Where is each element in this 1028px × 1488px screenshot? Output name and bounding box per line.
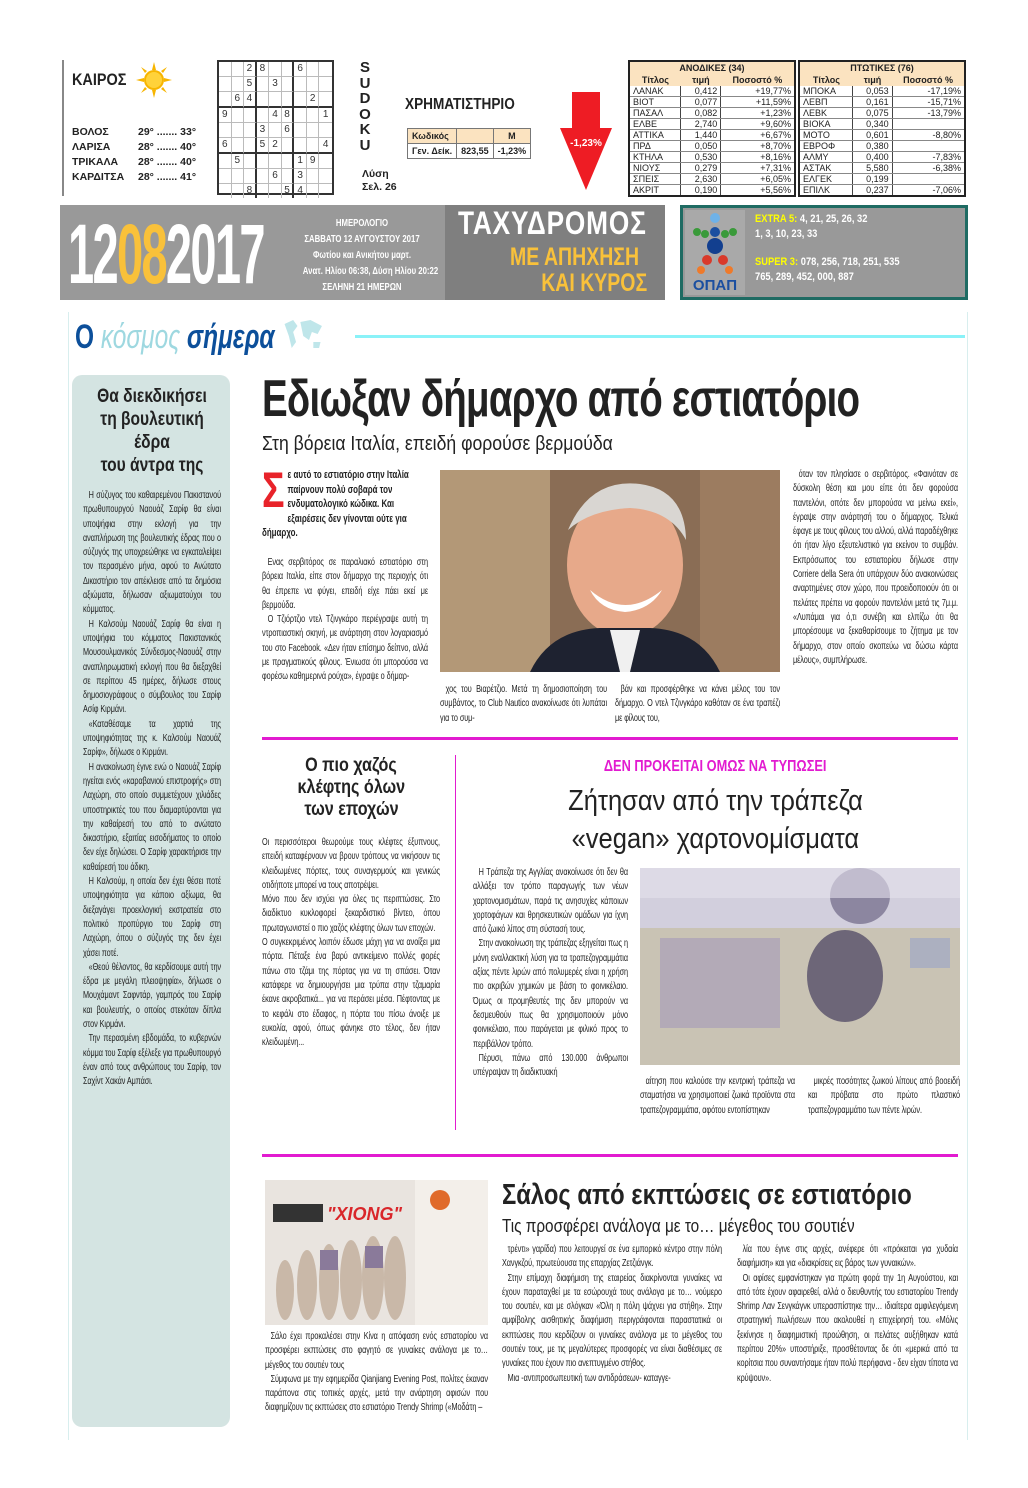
table-cell: ΠΡΔ: [629, 141, 681, 152]
sudoku-cell: [257, 108, 270, 123]
sudoku-cell: [294, 138, 307, 154]
banknote-photo: [640, 868, 960, 1065]
table-cell: -7,83%: [892, 152, 965, 163]
sidebar-body: [83, 489, 221, 1089]
table-row: [799, 163, 965, 174]
sudoku-cell: 8: [244, 184, 257, 198]
sudoku-cell: 9: [307, 154, 320, 169]
table-cell: ΑΚΡΙΤ: [629, 185, 681, 197]
column-header: Τίτλος: [799, 74, 853, 86]
newspaper-brand: ΤΑΧΥΔΡΟΜΟΣ: [458, 205, 647, 241]
table-cell: 0,053: [853, 86, 892, 97]
sudoku-cell: [282, 92, 295, 108]
table-cell: ΛΕΒΠ: [799, 97, 853, 108]
paragraph: Ενας σερβιτόρος σε παραλιακό εστιατόριο στη βόρεια Ιταλία, είπε στον δήμαρχο της περιοχής ότι θα έπρεπε να φύγει, επειδή είχε πάει εκεί με βερμούδα.: [262, 557, 428, 611]
paragraph: Οι περισσότεροι θεωρούμε τους κλέφτες έξυπνους, επειδή καταφέρνουν να βρουν τρόπους να νικήσουν τις κλειδωμένες πόρτες, τους συναγερμούς και γενικώς οτιδήποτε μπορεί να τους αποτρέψει.: [262, 837, 440, 891]
sudoku-cell: 5: [232, 154, 245, 169]
sudoku-cell: [269, 123, 282, 138]
table-cell: -8,80%: [892, 130, 965, 141]
table-row: [799, 86, 965, 97]
sudoku-cell: 6: [294, 62, 307, 77]
calendar-info: ΗΜΕΡΟΛΟΓΙΟ ΣΑΒΒΑΤΟ 12 ΑΥΓΟΥΣΤΟΥ 2017 Φωτίου και Ανικήτου μαρτ. Ανατ. Ηλίου 06:38, Δύση Ηλίου 20:22 ΣΕΛΗΝΗ 21 ΗΜΕΡΩΝ: [302, 217, 439, 293]
table-row: [799, 174, 965, 185]
sudoku-cell: [244, 138, 257, 154]
paragraph: Πέρυσι, πάνω από 130.000 άνθρωποι υπέγραψαν τη διαδικτυακή: [473, 1052, 628, 1079]
lottery-results: EXTRA 5: 4, 21, 25, 26, 32 1, 3, 10, 23, 33 SUPER 3: 078, 256, 718, 251, 535 765, 289, 452, 000, 887: [755, 213, 900, 283]
sudoku-cell: [257, 154, 270, 169]
main-lead: Σε αυτό το εστιατόριο στην Ιταλία παίρνουν πολύ σοβαρά τον ενδυματολογικό κώδικα. Και εξαιρέσεις δεν γίνονται ούτε για δήμαρχο.: [262, 462, 409, 540]
table-cell: 0,530: [681, 152, 721, 163]
sudoku-cell: [307, 62, 320, 77]
table-row: [629, 141, 795, 152]
table-row: [629, 174, 795, 185]
table-row: [799, 119, 965, 130]
sudoku-cell: [219, 169, 232, 184]
sudoku-cell: [307, 123, 320, 138]
table-row: [799, 130, 965, 141]
table-cell: +8,70%: [721, 141, 795, 152]
restaurant-poster-photo: [265, 1180, 488, 1325]
table-cell: ΑΣΤΑΚ: [799, 163, 853, 174]
column-header: Ποσοστό %: [721, 74, 795, 86]
table-cell: +6,05%: [721, 174, 795, 185]
sudoku-cell: 1: [319, 108, 332, 123]
table-title: ΑΝΟΔΙΚΕΣ (34): [629, 61, 795, 74]
table-row: [629, 163, 795, 174]
column-header: Τίτλος: [629, 74, 681, 86]
sudoku-cell: [232, 77, 245, 92]
world-map-icon: [281, 318, 324, 352]
table-cell: 5,580: [853, 163, 892, 174]
sudoku-cell: [269, 92, 282, 108]
table-row: [629, 119, 795, 130]
sudoku-cell: [219, 92, 232, 108]
paragraph: «Καταθέσαμε τα χαρτιά της υποψηφιότητας της κ. Καλσούμ Ναουάζ Σαρίφ», δήλωσε ο Κιρμάνι.: [83, 718, 221, 759]
table-cell: +1,23%: [721, 108, 795, 119]
sudoku-cell: [244, 154, 257, 169]
paragraph: τρέντι» γαρίδα) που λειτουργεί σε ένα εμπορικό κέντρο στην πόλη Χανγκζού, πρωτεύουσα της επαρχίας Ζετζιάνγκ.: [502, 1244, 722, 1270]
table-cell: 0,237: [853, 185, 892, 197]
table-cell: 0,199: [853, 174, 892, 185]
main-col-4: [793, 468, 958, 668]
table-row: [629, 152, 795, 163]
sudoku-label: S U D O K U: [359, 59, 371, 154]
svg-text:"XIONG": "XIONG": [327, 1204, 403, 1224]
paragraph: Η Καλσούμ, η οποία δεν έχει θέσει ποτέ υποψηφιότητα για κάποιο αξίωμα, θα διεξαγάγει προεκλογική εκστρατεία στο πολιτικό προπύργιο του Σαρίφ στη Λαχώρη, όπου ο σύζυγός της δεν έχει χάσει ποτέ.: [83, 876, 221, 959]
table-cell: 2,740: [681, 119, 721, 130]
sudoku-cell: [282, 169, 295, 184]
table-cell: +19,77%: [721, 86, 795, 97]
table-cell: 0,601: [853, 130, 892, 141]
table-cell: -15,71%: [892, 97, 965, 108]
sudoku-cell: [219, 154, 232, 169]
sudoku-cell: 1: [294, 154, 307, 169]
table-cell: ΕΛΓΕΚ: [799, 174, 853, 185]
paragraph: Μια -αντιπροσωπευτική των αντιδράσεων- καταγγε-: [507, 1372, 671, 1384]
vegan-col-2: [640, 1075, 795, 1118]
sudoku-cell: [232, 108, 245, 123]
paragraph: Την περασμένη εβδομάδα, το κυβερνών κόμμα του Σαρίφ εξέλεξε για πρωθυπουργό έναν από τους ανθρώπους του Σαρίφ, τον Σαχίντ Χακάν Αμπάσι.: [83, 1033, 221, 1088]
table-cell: ΕΛΒΕ: [629, 119, 681, 130]
sudoku-cell: [319, 77, 332, 92]
left-frame-rule: [68, 312, 69, 1440]
table-cell: 2,630: [681, 174, 721, 185]
sudoku-cell: [219, 62, 232, 77]
paragraph: Η Καλσούμ Ναουάζ Σαρίφ θα είναι η υποψήφια του κόμματος Πακιστανικός Μουσουλμανικός Σύνδεσμος-Ναουάζ στην αναπληρωματική εκλογή που θα διεξαχθεί σε περίπου 45 ημέρες, δήλωσε στους δημοσιογράφους ο σύμβουλος του Σαρίφ Ασίφ Κιρμάνι.: [83, 618, 221, 716]
table-row: [629, 97, 795, 108]
table-cell: ΛΕΒΚ: [799, 108, 853, 119]
table-cell: +7,31%: [721, 163, 795, 174]
sudoku-cell: [294, 123, 307, 138]
paragraph: μικρές ποσότητες ζωικού λίπους από βοοειδή και πρόβατα στο πρώτο πλαστικό τραπεζογραμμάτιο των πέντε λιρών.: [808, 1076, 960, 1116]
table-cell: [892, 174, 965, 185]
paragraph: Η Τράπεζα της Αγγλίας ανακοίνωσε ότι δεν θα αλλάξει τον τρόπο παραγωγής των νέων χαρτονομισμάτων, παρά τις ανησυχίες κάποιων χορτοφάγων και θρησκευτικών ομάδων για ίχνη από ζωικό λίπος στη σύστασή τους.: [473, 867, 628, 936]
table-row: [629, 86, 795, 97]
weather-row-larisa: ΛΑΡΙΣΑ 28° ....... 40°: [72, 141, 197, 153]
mayor-photo: [440, 470, 780, 672]
section-divider: [262, 1154, 958, 1157]
sudoku-cell: 2: [269, 138, 282, 154]
dropcap: Σ: [262, 462, 285, 518]
table-cell: 0,082: [681, 108, 721, 119]
table-cell: 0,075: [853, 108, 892, 119]
table-cell: ΕΒΡΟΦ: [799, 141, 853, 152]
table-cell: ΑΤΤΙΚΑ: [629, 130, 681, 141]
vegan-col-1: [473, 866, 628, 1080]
sudoku-cell: 5: [257, 138, 270, 154]
sudoku-cell: 2: [244, 62, 257, 77]
table-row: [799, 141, 965, 152]
table-cell: ΣΠΕΙΣ: [629, 174, 681, 185]
sudoku-cell: [294, 108, 307, 123]
sidebar-title: Θα διεκδικήσει τη βουλευτική έδρα του άντρα της: [97, 386, 207, 476]
table-cell: ΠΑΣΑΛ: [629, 108, 681, 119]
sudoku-cell: [219, 77, 232, 92]
section-logo: Ο κόσμος σήμερα: [75, 318, 325, 357]
sudoku-cell: 3: [294, 169, 307, 184]
table-cell: [892, 119, 965, 130]
main-col-3: [615, 683, 780, 726]
paragraph: Ο Τζιόρτζιο ντελ Τζινγκάρο περιέγραψε αυτή τη ντροπιαστική σκηνή, με ανάρτηση στον λογαριασμό του στο Facebook. «Δεν ήταν επίσημο δείπνο, αλλά με πραγματικούς φίλους. Ένιωσα ότι μπορούσα να φορέσω καθημερινά ρούχα», έγραψε ο δήμαρ-: [262, 614, 428, 683]
salos-col-1: [502, 1243, 722, 1386]
table-cell: -13,79%: [892, 108, 965, 119]
table-cell: 0,190: [681, 185, 721, 197]
table-cell: ΒΙΟΤ: [629, 97, 681, 108]
paragraph: «Θεού θέλοντος, θα κερδίσουμε αυτή την έδρα με μεγάλη πλειοψηφία», δήλωσε ο Μουχάμαντ Σαφντάρ, γαμπρός του Σαρίφ και βουλευτής, ο οποίος στεκόταν δίπλα στον Κιρμάνι.: [83, 961, 221, 1030]
paragraph: λία που έγινε στις αρχές, ανέφερε ότι «πρόκειται για χυδαία διαφήμιση» και για «διακρίσεις εις βάρος των γυναικών».: [737, 1244, 959, 1270]
paragraph: Μόνο που δεν ισχύει για όλες τις περιπτώσεις. Στο διαδίκτυο κυκλοφορεί ξεκαρδιστικό βίντεο, όπου πρωταγωνιστεί ο πιο χαζός κλέφτης όλων των εποχών.: [262, 894, 440, 934]
sudoku-cell: [294, 77, 307, 92]
gainers-table: [628, 60, 796, 197]
sudoku-cell: 4: [269, 108, 282, 123]
sudoku-cell: [269, 154, 282, 169]
table-cell: ΑΛΜΥ: [799, 152, 853, 163]
table-cell: ΝΙΟΥΣ: [629, 163, 681, 174]
sudoku-cell: [282, 77, 295, 92]
paragraph: Στην επίμαχη διαφήμιση της εταιρείας διακρίνονται γυναίκες να έχουν παραταχθεί με τα εσώρουχά τους ανάλογα με το… νούμερο του σουτιέν, και με σλόγκαν «Όλη η πόλη ψάχνει για στήθη». Στην αμφίβολης αισθητικής διαφήμιση περιγράφονται παραστατικά οι εκπτώσεις που κερδίζουν οι γυναίκες ανάλογα με το μέγεθος του σουτιέν τους, με τις μεγαλύτερες προσφορές να είναι διαθέσιμες σε γυναίκες που έχουν πιο ανεπτυγμένο στήθος.: [502, 1272, 722, 1370]
sudoku-cell: 5: [282, 184, 295, 198]
table-cell: ΒΙΟΚΑ: [799, 119, 853, 130]
brand-slogan: ΜΕ ΑΠΗΧΗΣΗ ΚΑΙ ΚΥΡΟΣ: [510, 243, 648, 297]
paragraph: Η ανακοίνωση έγινε ενώ ο Ναουάζ Σαρίφ ηγείται ενός «καραβανιού επιστροφής» στη Λαχώρη, στο οποίο συμμετέχουν χιλιάδες υποστηρικτές του που διαμαρτύρονται για την καθαίρεσή του από το ανώτατο δικαστήριο, εξαιτίας εισοδήματος το οποίο δεν είχε δηλώσει. Ο Σαρίφ χαρακτήρισε την καθαίρεσή του άδικη.: [83, 761, 221, 873]
sudoku-cell: 6: [269, 169, 282, 184]
sidebar-article: [72, 375, 230, 1427]
table-row: [799, 185, 965, 197]
sudoku-cell: [307, 108, 320, 123]
sudoku-cell: 9: [219, 108, 232, 123]
main-col-2: [440, 683, 607, 726]
weather-row-karditsa: ΚΑΡΔΙΤΣΑ 28° ....... 41°: [72, 171, 197, 183]
thief-headline: Ο πιο χαζός κλέφτης όλων των εποχών: [297, 755, 405, 820]
sudoku-cell: [319, 123, 332, 138]
svg-text:ΟΠΑΠ: ΟΠΑΠ: [692, 277, 738, 294]
salos-headline: Σάλος από εκπτώσεις σε εστιατόριο: [502, 1179, 912, 1211]
stock-title: ΧΡΗΜΑΤΙΣΤΗΡΙΟ: [405, 96, 515, 113]
vegan-col-3: [808, 1075, 960, 1118]
table-cell: [892, 141, 965, 152]
column-header: τιμή: [853, 74, 892, 86]
sudoku-cell: [269, 184, 282, 198]
vegan-kicker: ΔΕΝ ΠΡΟΚΕΙΤΑΙ ΟΜΩΣ ΝΑ ΤΥΠΩΣΕΙ: [604, 758, 827, 775]
weather-box: [62, 60, 212, 196]
table-cell: ΕΠΙΛΚ: [799, 185, 853, 197]
down-arrow-icon: [560, 92, 612, 190]
sudoku-cell: 3: [257, 123, 270, 138]
sudoku-cell: [257, 77, 270, 92]
sudoku-cell: [232, 184, 245, 198]
thief-body: [262, 836, 440, 1050]
sudoku-cell: [232, 62, 245, 77]
paragraph: Σύμφωνα με την εφημερίδα Qianjiang Evening Post, πολίτες έκαναν παράπονα στις τοπικές αρχές, μετά την ανάρτηση αφισών που διαφημίζουν τις εκπτώσεις στο εστιατόριο Trendy Shrimp («Μοδάτη –: [265, 1373, 488, 1414]
sudoku-cell: [307, 169, 320, 184]
salos-col-2: [737, 1243, 958, 1386]
poster-caption: [265, 1330, 488, 1416]
sudoku-cell: 2: [307, 92, 320, 108]
table-cell: -17,19%: [892, 86, 965, 97]
column-header: τιμή: [681, 74, 721, 86]
table-cell: 0,412: [681, 86, 721, 97]
sudoku-cell: [244, 169, 257, 184]
paragraph: όταν τον πλησίασε ο σερβιτόρος. «Φαινόταν σε δύσκολη θέση και μου είπε ότι δεν φορούσα παντελόνι, οπότε δεν μπορούσα να μείνω εκεί», έγραψε στην ανάρτησή του ο δήμαρχος. Τελικά έφαγε με τους φίλους του αλλού, αλλά παραδέχθηκε ότι ήταν λίγο εξευτελιστικό για εκείνον το συμβάν. Εκπρόσωπος του εστιατορίου δήλωσε στην Corriere della Sera ότι υπάρχουν δύο ανακοινώσεις αναρτημένες στον χώρο, που προειδοποιούν ότι οι πελάτες πρέπει να φορούν παντελόνι μετά τις 7μ.μ. «Λυπάμαι για ό,τι συνέβη και ελπίζω ότι θα μπορέσουμε να ξεκαθαρίσουμε το ζήτημα με τον δήμαρχο, στον οποίο σκοπεύω να δώσω κάρτα μέλους», συμπλήρωσε.: [793, 469, 959, 666]
sudoku-cell: [319, 92, 332, 108]
sudoku-cell: [257, 184, 270, 198]
section-rule: [355, 335, 965, 338]
paragraph: Ο συγκεκριμένος λοιπόν έδωσε μάχη για να ανοίξει μια πόρτα. Πέταξε ένα βαρύ αντικείμενο πολλές φορές πάνω στο τζάμι της πόρτας για να τη σπάσει. Όταν κατάφερε να δημιουργήσει μια τρύπα στην τζαμαρία έκανε ακροβατικά... για να περάσει μέσα. Πέφτοντας με το κεφάλι στο έδαφος, η πόρτα του πίσω άνοιξε με ευκολία, αφού, όπως φάνηκε στο τέλος, δεν ήταν κλειδωμένη...: [262, 937, 440, 1049]
table-row: [629, 130, 795, 141]
weather-row-volos: ΒΟΛΟΣ 29° ....... 33°: [72, 126, 197, 138]
sudoku-cell: [282, 62, 295, 77]
table-row: [799, 108, 965, 119]
column-header: Ποσοστό %: [892, 74, 965, 86]
table-cell: +5,56%: [721, 185, 795, 197]
opap-logo: [685, 210, 745, 295]
paragraph: Η σύζυγος του καθαιρεμένου Πακιστανού πρωθυπουργού Ναουάζ Σαρίφ θα είναι υποψήφια στην εκλογή για την αναπλήρωση της βουλευτικής έδρας που ο σύζυγός της υποχρεώθηκε να εγκαταλείψει τον περασμένο μήνα, αφού το Ανώτατο Δικαστήριο τον απέκλεισε από τα δημόσια αξιώματα, δήλωσαν αξιωματούχοι του κόμματος.: [83, 490, 221, 616]
table-cell: 0,077: [681, 97, 721, 108]
table-cell: 0,380: [853, 141, 892, 152]
sudoku-cell: [294, 92, 307, 108]
table-cell: 1,440: [681, 130, 721, 141]
table-cell: +8,16%: [721, 152, 795, 163]
paragraph: αίτηση που καλούσε την κεντρική τράπεζα να σταματήσει να χρησιμοποιεί ζωικά προϊόντα στα τραπεζογραμμάτια, αφότου εντοπίστηκαν: [640, 1076, 795, 1116]
sudoku-cell: [232, 169, 245, 184]
sudoku-cell: 6: [219, 138, 232, 154]
column-divider: [455, 755, 456, 1130]
table-row: [799, 97, 965, 108]
sudoku-cell: 4: [244, 92, 257, 108]
sudoku-cell: 8: [257, 62, 270, 77]
sudoku-cell: 6: [232, 92, 245, 108]
table-title: ΠΤΩΤΙΚΕΣ (76): [799, 61, 965, 74]
sudoku-cell: [307, 77, 320, 92]
sudoku-cell: [257, 169, 270, 184]
sudoku-cell: 6: [282, 123, 295, 138]
table-cell: 0,050: [681, 141, 721, 152]
losers-table: [798, 60, 966, 197]
paragraph: χος του Βιαρέτζιο. Μετά τη δημοσιοποίηση του συμβάντος, το Club Nautico ανακοίνωσε ότι λυπάται για το συμ-: [440, 684, 607, 724]
arrow-value: -1,23%: [570, 138, 602, 149]
sudoku-cell: 5: [244, 77, 257, 92]
section-divider: [262, 737, 958, 740]
index-table: Κωδικός Μ Γεν. Δείκ. 823,55 -1,23%: [407, 128, 531, 159]
table-cell: 0,161: [853, 97, 892, 108]
right-frame-rule: [967, 312, 968, 1440]
table-cell: ΛΑΝΑΚ: [629, 86, 681, 97]
weather-row-trikala: ΤΡΙΚΑΛΑ 28° ....... 40°: [72, 156, 197, 168]
sudoku-cell: [282, 154, 295, 169]
sudoku-cell: [307, 138, 320, 154]
table-row: [629, 185, 795, 197]
sudoku-cell: [319, 169, 332, 184]
sudoku-cell: [282, 138, 295, 154]
sudoku-cell: [319, 184, 332, 198]
sudoku-cell: [319, 154, 332, 169]
sudoku-solution-ref: Λύση Σελ. 26: [362, 168, 397, 193]
sudoku-cell: [307, 184, 320, 198]
table-cell: 0,400: [853, 152, 892, 163]
table-cell: ΜΠΟΚΑ: [799, 86, 853, 97]
main-col-1: [262, 556, 428, 685]
table-row: [799, 152, 965, 163]
sudoku-cell: [232, 138, 245, 154]
sudoku-cell: [232, 123, 245, 138]
table-cell: 0,340: [853, 119, 892, 130]
table-cell: +9,60%: [721, 119, 795, 130]
sudoku-cell: [244, 108, 257, 123]
sudoku-cell: [257, 92, 270, 108]
table-cell: ΚΤΗΛΑ: [629, 152, 681, 163]
sudoku-cell: [319, 62, 332, 77]
vegan-headline: Ζήτησαν από την τράπεζα «vegan» χαρτονομίσματα: [568, 785, 863, 855]
table-cell: -6,38%: [892, 163, 965, 174]
sudoku-cell: 4: [319, 138, 332, 154]
table-row: [629, 108, 795, 119]
sudoku-grid: [217, 60, 334, 195]
sudoku-cell: [219, 123, 232, 138]
paragraph: Στην ανακοίνωση της τράπεζας εξηγείται πως η μόνη εναλλακτική λύση για τα τραπεζογραμμάτια αξίας πέντε λιρών από πολυμερές είναι η χρήση πιο ακριβών χημικών με βάση το φοινικέλαιο. Όμως οι προμηθευτές της δεν μπορούν να δεσμευθούν πως θα χρησιμοποιούν μόνο φοινικέλαιο, που παράγεται με φιλικό προς το περιβάλλον τρόπο.: [473, 938, 628, 1050]
main-subhead: Στη βόρεια Ιταλία, επειδή φορούσε βερμούδα: [262, 433, 613, 455]
table-cell: +11,59%: [721, 97, 795, 108]
table-cell: -7,06%: [892, 185, 965, 197]
sudoku-cell: [269, 62, 282, 77]
paragraph: Οι αφίσες εμφανίστηκαν για πρώτη φορά την 1η Αυγούστου, και από τότε έχουν αφαιρεθεί, αλλά ο διευθυντής του εστιατορίου Trendy Shrimp Λαν Σενγκάγνκ υπερασπίστηκε την… ιδιαίτερα αμφιλεγόμενη στρατηγική πωλήσεων που ακολουθεί η επιχείρησή του. «Μόλις ξεκίνησε η διαφημιστική προώθηση, οι πελάτες αυξήθηκαν κατά περίπου 20%» υποστήριξε, προσθέτοντας δε ότι «μερικά από τα κορίτσια που συναντήσαμε ήταν πολύ περήφανα - δεν είχαν τίποτα να κρύψουν».: [737, 1272, 959, 1384]
date-display: 12082017: [68, 207, 264, 301]
table-cell: +6,67%: [721, 130, 795, 141]
paragraph: βάν και προσφέρθηκε να κάνει μέλος του τον δήμαρχο. Ο ντελ Τζινγκάρο καθόταν σε ένα τραπέζι με φίλους του,: [615, 684, 781, 724]
main-headline: Εδιωξαν δήμαρχο από εστιατόριο: [262, 370, 860, 428]
salos-subhead: Τις προσφέρει ανάλογα με το… μέγεθος του σουτιέν: [502, 1216, 855, 1236]
sudoku-cell: [244, 123, 257, 138]
table-cell: 0,279: [681, 163, 721, 174]
paragraph: Σάλο έχει προκαλέσει στην Κίνα η απόφαση ενός εστιατορίου να προσφέρει εκπτώσεις στο φαγητό σε γυναίκες ανάλογα με το… μέγεθος του σουτιέν τους: [265, 1331, 488, 1371]
sudoku-cell: 4: [294, 184, 307, 198]
weather-title: ΚΑΙΡΟΣ: [72, 70, 127, 89]
table-cell: ΜΟΤΟ: [799, 130, 853, 141]
sudoku-cell: 8: [282, 108, 295, 123]
sun-icon: [136, 62, 172, 98]
sudoku-cell: 3: [269, 77, 282, 92]
sudoku-cell: [219, 184, 232, 198]
